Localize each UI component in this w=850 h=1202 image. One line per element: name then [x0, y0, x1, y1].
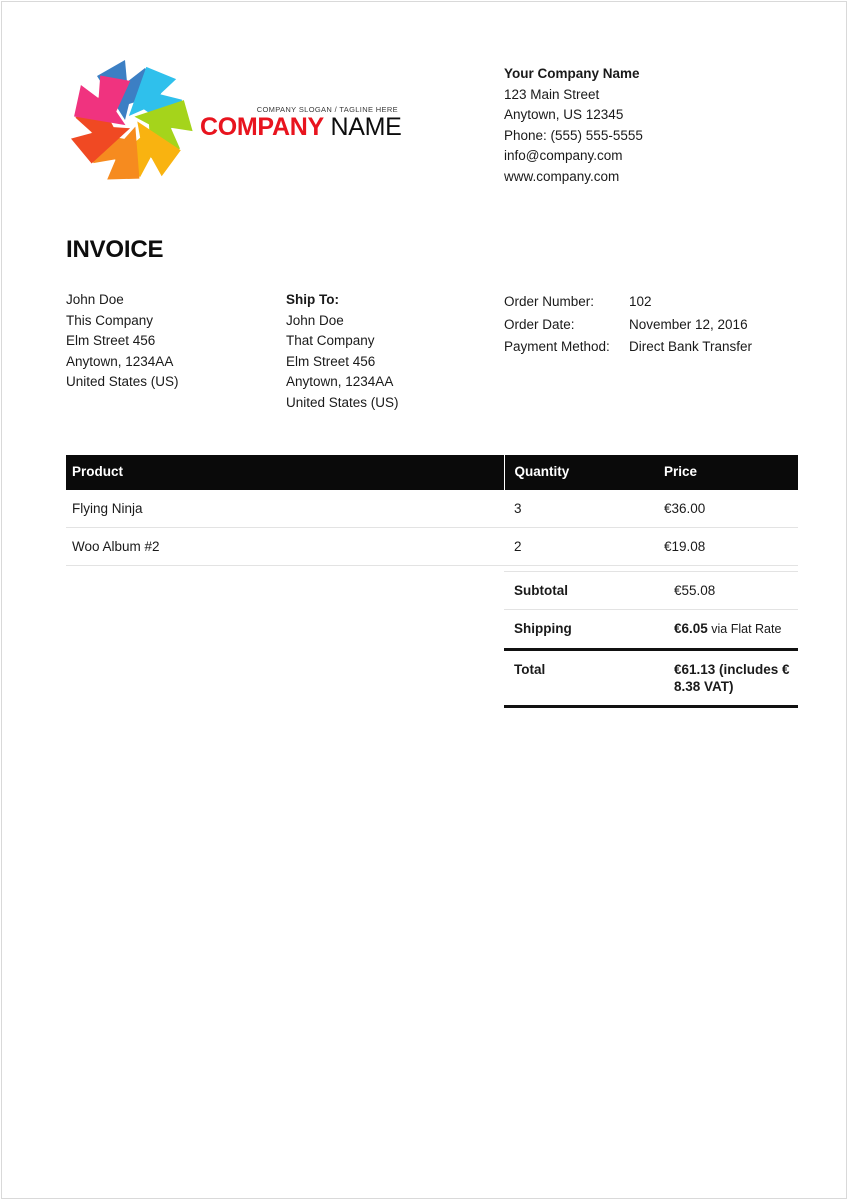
order-meta-row [504, 314, 804, 337]
billing-address-block [66, 290, 276, 393]
shipping-city: Anytown, 1234AA [286, 374, 394, 389]
company-logo-block [66, 57, 402, 197]
company-address-line1: 123 Main Street [504, 86, 600, 102]
logo-name-secondary: NAME [323, 113, 402, 141]
shipping-name: John Doe [286, 312, 344, 328]
order-number-label: Order Number: [504, 294, 595, 309]
column-header-price: Price [654, 455, 798, 490]
total-row [504, 650, 798, 707]
total-label: Total [504, 650, 664, 707]
company-phone: Phone: (555) 555-5555 [504, 127, 643, 143]
shipping-company: That Company [286, 333, 375, 348]
column-header-product: Product [66, 455, 504, 490]
item-price: €19.08 [654, 527, 798, 565]
order-date-value: November 12, 2016 [629, 316, 748, 332]
item-price: €36.00 [654, 490, 798, 528]
table-row [66, 527, 798, 565]
item-product-name: Flying Ninja [66, 490, 504, 528]
company-address-line2: Anytown, US 12345 [504, 107, 624, 122]
shipping-method: via Flat Rate [707, 622, 782, 636]
company-website: www.company.com [504, 168, 620, 184]
table-header-row [66, 455, 798, 490]
company-name: Your Company Name [504, 66, 640, 81]
order-meta-row [504, 291, 804, 314]
page-title: INVOICE [66, 236, 164, 263]
payment-method-value: Direct Bank Transfer [629, 339, 753, 355]
billing-company: This Company [66, 312, 154, 328]
table-row [66, 490, 798, 528]
company-contact-block [504, 64, 804, 187]
payment-method-label: Payment Method: [504, 339, 610, 355]
billing-country: United States (US) [66, 374, 179, 389]
item-product-name: Woo Album #2 [66, 527, 504, 565]
company-email: info@company.com [504, 148, 623, 163]
logo-name-primary: COMPANY [200, 113, 324, 141]
invoice-page [1, 1, 847, 1199]
order-number-value: 102 [629, 294, 652, 309]
line-items-header [66, 455, 798, 490]
item-quantity: 3 [504, 490, 654, 528]
billing-street: Elm Street 456 [66, 333, 156, 348]
subtotal-value: €55.08 [664, 572, 798, 610]
shipping-country: United States (US) [286, 394, 399, 410]
order-meta-block [504, 291, 804, 359]
subtotal-label: Subtotal [504, 572, 664, 610]
company-tagline: COMPANY SLOGAN / TAGLINE HERE [256, 105, 398, 114]
billing-name: John Doe [66, 292, 124, 307]
item-quantity: 2 [504, 527, 654, 565]
shipping-value-cell [664, 610, 798, 650]
shipping-address-label: Ship To: [286, 292, 339, 307]
total-value: €61.13 (includes € 8.38 VAT) [664, 650, 798, 707]
shipping-street: Elm Street 456 [286, 353, 376, 369]
billing-city: Anytown, 1234AA [66, 353, 174, 369]
line-items-table [66, 455, 798, 566]
subtotal-row [504, 572, 798, 610]
order-date-label: Order Date: [504, 316, 575, 332]
invoice-header [2, 2, 846, 202]
column-header-quantity: Quantity [504, 455, 654, 490]
shipping-row [504, 610, 798, 650]
totals-table [504, 571, 798, 708]
order-meta-row [504, 336, 804, 359]
line-items-body [66, 490, 798, 566]
company-logo-text [200, 105, 400, 140]
shipping-address-block [286, 290, 496, 413]
company-logo-name [200, 115, 400, 140]
pinwheel-logo-icon [66, 57, 196, 187]
shipping-amount: €6.05 [674, 621, 708, 636]
shipping-label: Shipping [504, 610, 664, 650]
